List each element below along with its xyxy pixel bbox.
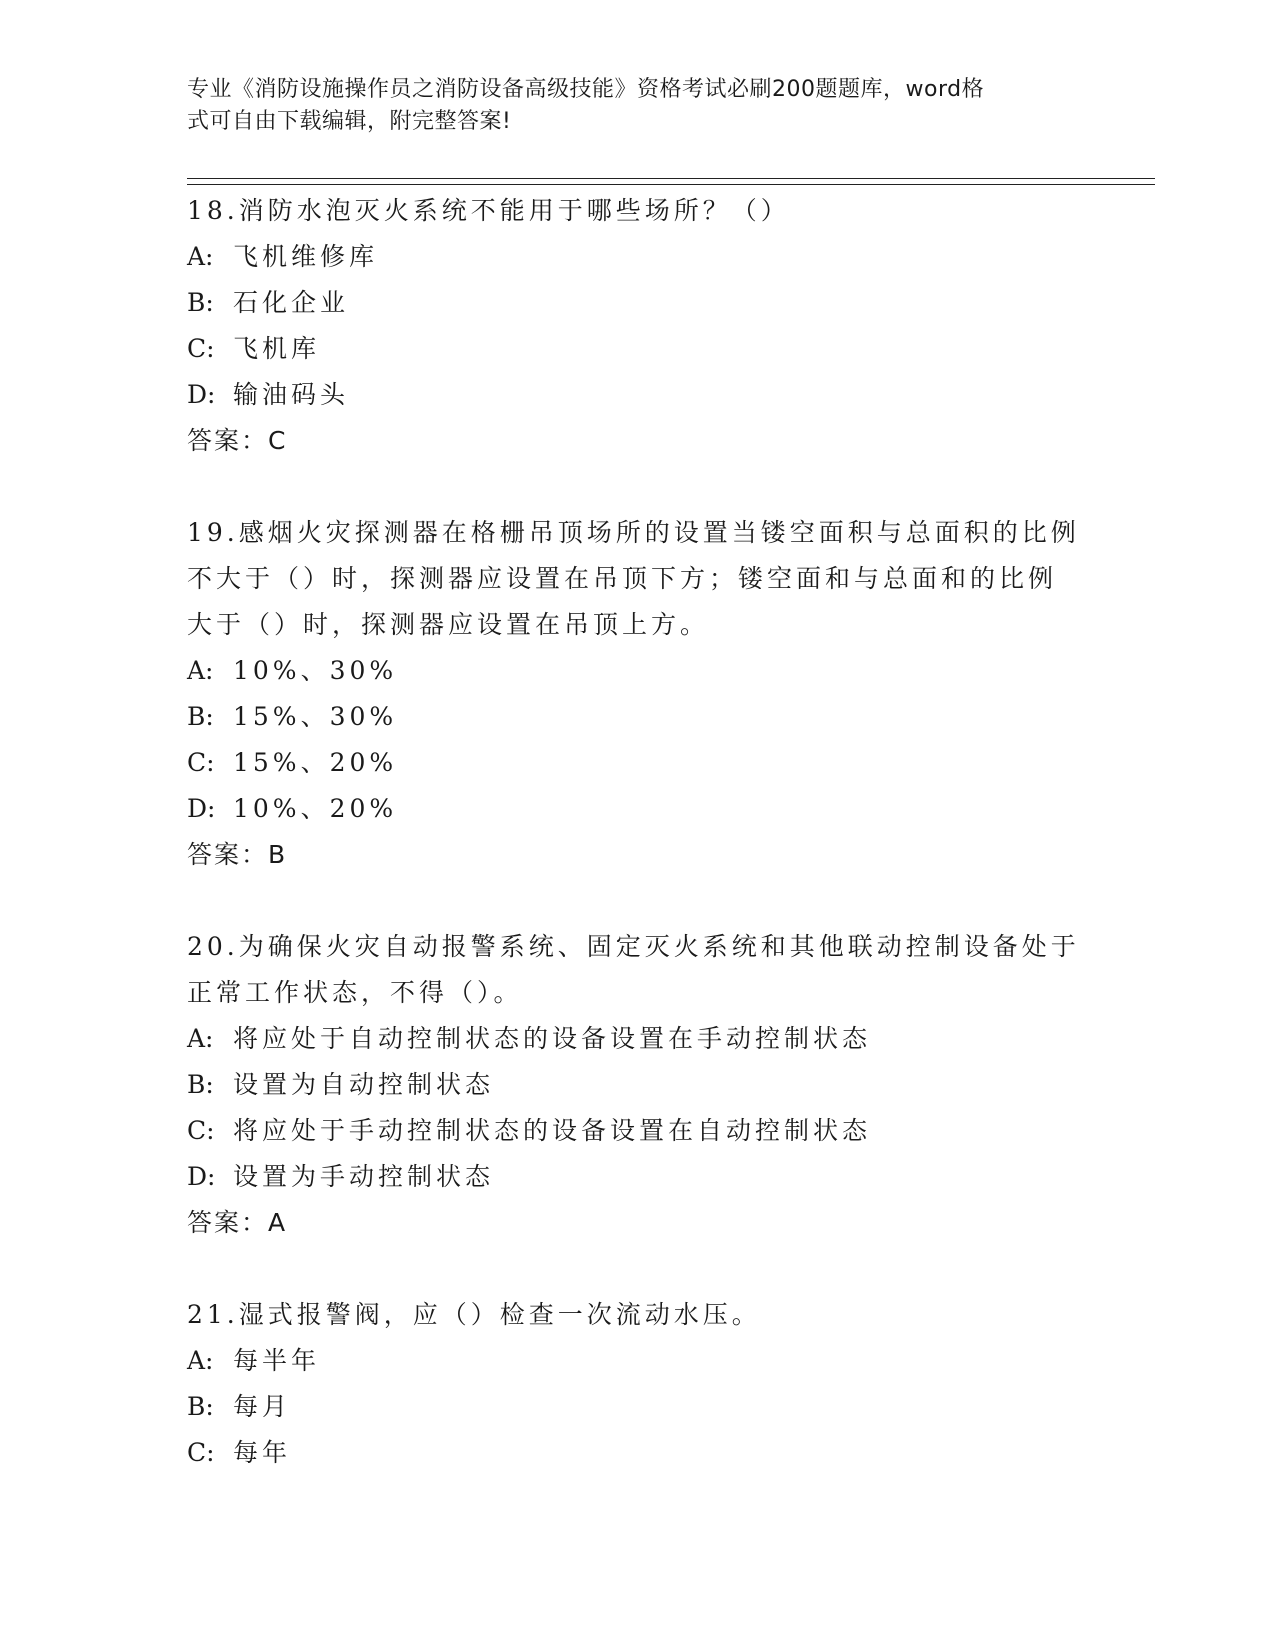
question-text-line-3: 大于（）时，探测器应设置在吊顶上方。 (187, 610, 710, 639)
option-text: 飞机维修库 (233, 242, 379, 271)
option-text: 石化企业 (233, 288, 350, 317)
question-21 (187, 1292, 1087, 1476)
option-text: 15%、30% (233, 702, 398, 731)
option-c (187, 1430, 1087, 1476)
header-divider-bottom (187, 184, 1155, 185)
option-b (187, 1062, 1087, 1108)
header-line-2: 式可自由下载编辑，附完整答案! (187, 109, 512, 134)
option-text: 设置为自动控制状态 (233, 1070, 495, 1099)
option-b (187, 1384, 1087, 1430)
option-d (187, 1154, 1087, 1200)
question-spacer (187, 464, 1087, 510)
question-text-line-2: 不大于（）时，探测器应设置在吊顶下方；镂空面和与总面和的比例 (187, 564, 1058, 593)
option-label: A: (187, 1346, 214, 1375)
question-text-line-1: 20.为确保火灾自动报警系统、固定灭火系统和其他联动控制设备处于 (187, 932, 1080, 961)
document-header (187, 74, 1067, 138)
option-d (187, 372, 1087, 418)
option-a (187, 648, 1087, 694)
question-text: 21.湿式报警阀，应（）检查一次流动水压。 (187, 1300, 761, 1329)
option-b (187, 280, 1087, 326)
question-spacer (187, 1246, 1087, 1292)
option-text: 设置为手动控制状态 (233, 1162, 495, 1191)
option-label: B: (187, 702, 214, 731)
option-text: 每月 (233, 1392, 292, 1421)
option-label: B: (187, 1070, 214, 1099)
question-list (187, 188, 1087, 1476)
option-text: 15%、20% (233, 748, 398, 777)
answer: 答案：A (187, 1208, 288, 1237)
option-label: C: (187, 334, 215, 363)
header-divider-top (187, 178, 1155, 179)
option-text: 每年 (233, 1438, 292, 1467)
question-19 (187, 510, 1087, 878)
option-c (187, 740, 1087, 786)
option-text: 将应处于自动控制状态的设备设置在手动控制状态 (233, 1024, 872, 1053)
option-label: C: (187, 1438, 215, 1467)
header-line-1: 专业《消防设施操作员之消防设备高级技能》资格考试必刷200题题库，word格 (187, 77, 985, 102)
answer: 答案：B (187, 840, 288, 869)
option-text: 将应处于手动控制状态的设备设置在自动控制状态 (233, 1116, 872, 1145)
option-text: 10%、30% (233, 656, 398, 685)
option-label: D: (187, 1162, 216, 1191)
option-label: D: (187, 794, 216, 823)
option-label: D: (187, 380, 216, 409)
option-text: 每半年 (233, 1346, 321, 1375)
option-label: A: (187, 656, 214, 685)
question-spacer (187, 878, 1087, 924)
option-label: A: (187, 1024, 214, 1053)
option-a (187, 234, 1087, 280)
option-label: C: (187, 1116, 215, 1145)
option-d (187, 786, 1087, 832)
question-text-line-1: 19.感烟火灾探测器在格栅吊顶场所的设置当镂空面积与总面积的比例 (187, 518, 1080, 547)
question-text: 18.消防水泡灭火系统不能用于哪些场所？（） (187, 196, 790, 225)
question-text-line-2: 正常工作状态，不得（）。 (187, 978, 523, 1007)
answer: 答案：C (187, 426, 288, 455)
option-c (187, 1108, 1087, 1154)
option-a (187, 1338, 1087, 1384)
question-20 (187, 924, 1087, 1246)
option-label: B: (187, 288, 214, 317)
option-b (187, 694, 1087, 740)
option-label: A: (187, 242, 214, 271)
option-c (187, 326, 1087, 372)
option-text: 飞机库 (233, 334, 321, 363)
option-a (187, 1016, 1087, 1062)
option-label: C: (187, 748, 215, 777)
option-text: 输油码头 (233, 380, 350, 409)
option-label: B: (187, 1392, 214, 1421)
question-18 (187, 188, 1087, 464)
option-text: 10%、20% (233, 794, 398, 823)
